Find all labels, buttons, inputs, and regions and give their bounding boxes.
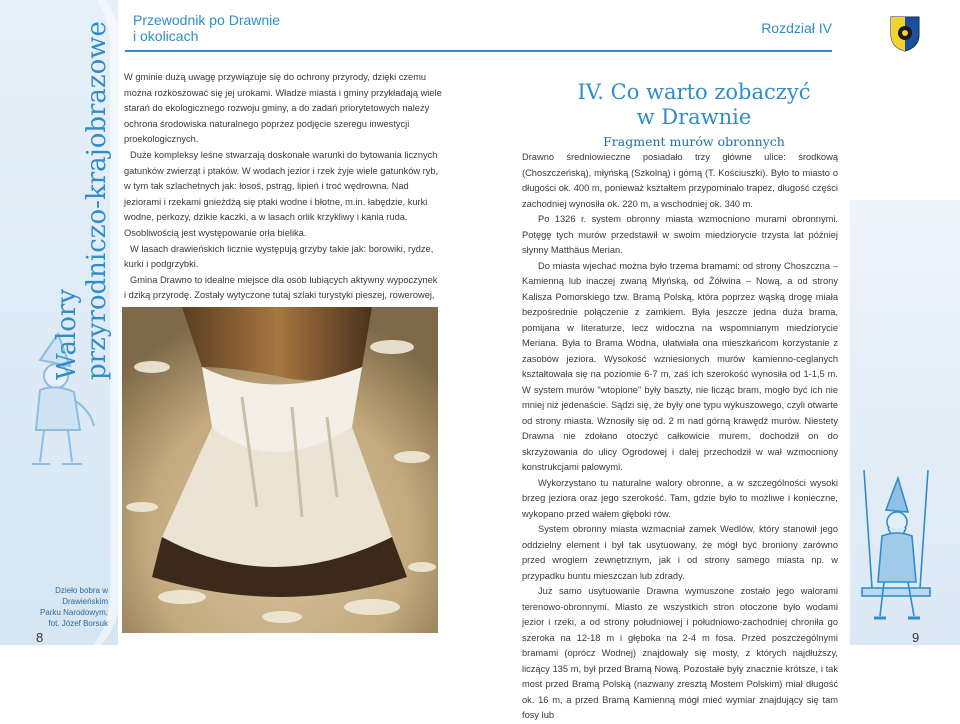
chapter-title-line2: w Drawnie xyxy=(636,105,752,129)
paragraph: Duże kompleksy leśne stwarzają doskonałe warunki do bytowania licznych gatunków zwierząt i ptaków. W wodach jezior i rzek żyje wiele gatunków ryb, w tym tak szlachetnych jak: łosoś, pstrąg, lipień i troć wędrowna. Nad jeziorami i rzekami gnieżdżą się ptaki wodne i błotne, m.in. łabędzie, kurki wodne, perkozy, dzikie kaczki, a w lasach orlik krzykliwy i kania ruda. Osobliwością jest występowanie orła bielika. xyxy=(124,149,439,238)
paragraph: W lasach drawieńskich licznie występują grzyby takie jak: borowiki, rydze, kurki i podgrzybki. xyxy=(124,243,434,270)
vertical-title-line1: Walory xyxy=(52,288,82,380)
paragraph: Do miasta wjechać można było trzema bramami: od strony Choszczna – Kamienną lub inaczej zwaną Młyńską, od Żółwina – Nową, a od strony Kalisza Pomorskiego tzw. Bramą Polską, która poprzez wąską drogę miała bezpośrednie połączenie z zamkiem. Była jeszcze jedna duża brama, pomijana w literaturze, lecz widoczna na wspomnianym miedziorycie Meriana. Była to Brama Wodna, ułatwiała ona mieszkańcom korzystanie z zasobów jeziora. Wysokość wzniesionych murów kamienno-ceglanych kształtowała się na poziomie 6-7 m, zaś ich szerokość wynosiła od 1-1,5 m. W system murów "wtopione" były baszty, nie licząc bram, mogło być ich nie mniej niż jedenaście. Sądzi się, że były one typu wykuszowego, czyli otwarte od strony miasta. Wznosiły się od. 2 m nad górną krawędź murów. Niestety Drawna nie zdołano otoczyć całkowicie murem, dochodził on do skrzyżowania do ulicy Ogrodowej i dalej przechodził w wał wzmocniony konstrukcjami palowymi. xyxy=(522,260,838,472)
paragraph: Po 1326 r. system obronny miasta wzmocniono murami obronnymi. Potęgę tych murów przedstawił w swoim miedziorycie trzysta lat później słynny Matthäus Merian. xyxy=(522,214,838,255)
section-subheading: Fragment murów obronnych xyxy=(603,134,785,149)
beaver-gnawed-tree-photo xyxy=(122,307,438,633)
chapter-header: Rozdział IV xyxy=(761,20,832,36)
chapter-title xyxy=(520,80,868,130)
photo-credit-line3: fot. Józef Borsuk xyxy=(48,619,108,628)
paragraph: W gminie dużą uwagę przywiązuje się do ochrony przyrody, dzięki czemu można rozkoszować się jej urokami. Władze miasta i gminy przykładają wiele starań do ekologicznego rozwoju gminy, a do zadań priorytetowych należy ochrona środowiska naturalnego poprzez podjęcie szeregu inwestycji proekologicznych. xyxy=(124,72,442,145)
vertical-title-line2: przyrodniczo-krajobrazowe xyxy=(82,21,112,380)
paragraph: Wykorzystano tu naturalne walory obronne, a w szczególności wysoki brzeg jeziora oraz jego szerokość. Tam, gdzie było to możliwe i konieczne, wykopano przed wałem głęboki rów. xyxy=(522,477,838,519)
right-body-text xyxy=(522,150,838,724)
coat-of-arms-icon xyxy=(889,15,921,53)
paragraph: Już samo usytuowanie Drawna wymuszone zostało jego walorami terenowo-obronnymi. Miasto ze wszystkich stron otoczone było wodami jezior i rzeki, a od strony południowej i południowo-zachodniej chroniła go szeroka na 12-18 m i głęboka na 2-4 m fosa. Przed poszczególnymi bramami (oprócz Wodnej) znajdowały się mosty, z których najdłuższy, liczący 135 m, był przed Bramą Nową. Pozostałe były znacznie krótsze, i tak most przed Bramą Polską (nazwany zresztą Mostem Polskim) miał długość ok. 16 m, a przed Bramą Kamienną mógł mieć wymiar znajdujący się tam fosy lub xyxy=(522,586,838,720)
photo-credit xyxy=(18,585,108,629)
guide-header xyxy=(133,12,280,44)
paragraph: System obronny miasta wzmacniał zamek Wedlów, który stanowił jego oddzielny element i był tak usytuowany, że mógł być broniony zarówno przed wrogiem zewnętrznym, jak i od strony samego miasta np. w przypadku buntu mieszczan lub zdrady. xyxy=(522,524,838,581)
paragraph: Gmina Drawno to idealne miejsce dla osób lubiących aktywny wypoczynek i dziką przyrodę. Zostały wytyczone tutaj szlaki turystyki pieszej, rowerowej, xyxy=(124,274,438,301)
guide-header-line2: i okolicach xyxy=(133,28,199,44)
header-rule-left xyxy=(125,50,480,52)
gnome-on-swing-icon xyxy=(858,470,934,630)
right-page xyxy=(480,0,960,720)
page-number-right: 9 xyxy=(912,630,920,645)
paragraph: Drawno średniowieczne posiadało trzy główne ulice: środkową (Choszczeńską), młyńską (Szkolną) i górną (T. Kościuszki). Było to miasto o długości ok. 400 m, ponieważ kształtem przypominało trapez, długość części zachodniej wynosiła ok. 220 m, a wschodniej ok. 340 m. xyxy=(522,152,838,209)
vertical-section-title xyxy=(52,21,112,380)
guide-header-line1: Przewodnik po Drawnie xyxy=(133,12,281,28)
page-number-left: 8 xyxy=(36,630,44,645)
photo-credit-line1: Dzieło bobra w Drawieńskim xyxy=(55,586,108,606)
photo-credit-line2: Parku Narodowym, xyxy=(39,608,108,617)
left-body-text xyxy=(124,70,442,320)
header-rule-right xyxy=(480,50,832,52)
left-page xyxy=(0,0,480,645)
chapter-title-line1: IV. Co warto zobaczyć xyxy=(577,80,811,104)
